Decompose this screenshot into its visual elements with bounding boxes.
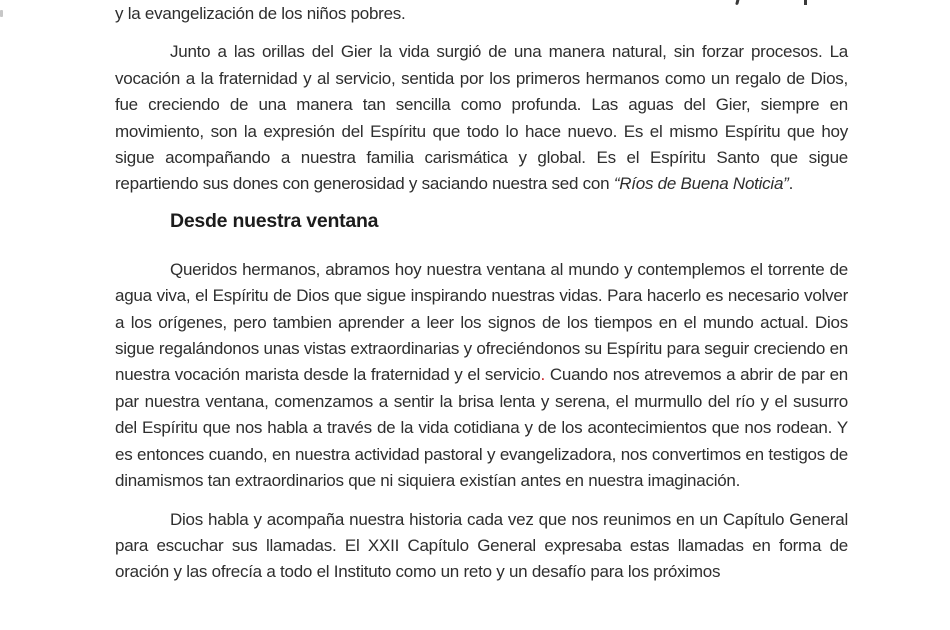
section-heading: Desde nuestra ventana: [170, 209, 379, 232]
text-run: Junto a las orillas del Gier la vida surgió de una manera natural, sin forzar procesos. La vocación a la fraternidad y al servicio, sentida por los primeros hermanos como un regalo de Dios, fue creciendo de una manera tan sencilla como profunda. Las aguas del Gier, siempre en movimiento, son la expresión del Espíritu que todo lo hace nuevo. Es el mismo Espíritu que hoy sigue acompañando a nuestra familia carismática y global. Es el Espíritu Santo que sigue repartiendo sus dones con generosidad y saciando nuestra sed con: [115, 42, 848, 194]
text-run: .: [788, 174, 794, 194]
document-page: [115, 1, 848, 586]
italic-citation: “Ríos de Buena Noticia”: [613, 174, 789, 194]
scan-artifact: [0, 10, 3, 17]
paragraph: [115, 257, 848, 495]
text-run: Dios habla y acompaña nuestra historia cada vez que nos reunimos en un Capítulo General para escuchar sus llamadas. El XXII Capítulo General expresaba estas llamadas en forma de oración y las ofrecía a todo el Instituto como un reto y un desafío para los próximos: [115, 509, 848, 582]
text-run: Queridos hermanos, abramos hoy nuestra ventana al mundo y contemplemos el torrente de agua viva, el Espíritu de Dios que sigue inspirando nuestras vidas. Para hacerlo es necesario volver a los orígenes, pero tambien aprender a leer los signos de los tiempos en el mundo actual. Dios sigue regalándonos unas vistas extraordinarias y ofreciéndonos su Espíritu para seguir creciendo en nuestra vocación marista desde la fraternidad y el servicio: [115, 259, 848, 385]
text-run: y la evangelización de los niños pobres.: [115, 4, 406, 23]
paragraph: [115, 39, 848, 197]
red-period: .: [540, 365, 546, 385]
paragraph-continuation: [115, 1, 848, 27]
paragraph: [115, 507, 848, 586]
text-run: Cuando nos atrevemos a abrir de par en par nuestra ventana, comenzamos a sentir la brisa lenta y serena, el murmullo del río y el susurro del Espíritu que nos habla a través de la vida cotidiana y de los acontecimientos que nos rodean. Y es entonces cuando, en nuestra actividad pastoral y evangelizadora, nos convertimos en testigos de dinamismos tan extraordinarios que ni siquiera existían antes en nuestra imaginación.: [115, 365, 848, 491]
